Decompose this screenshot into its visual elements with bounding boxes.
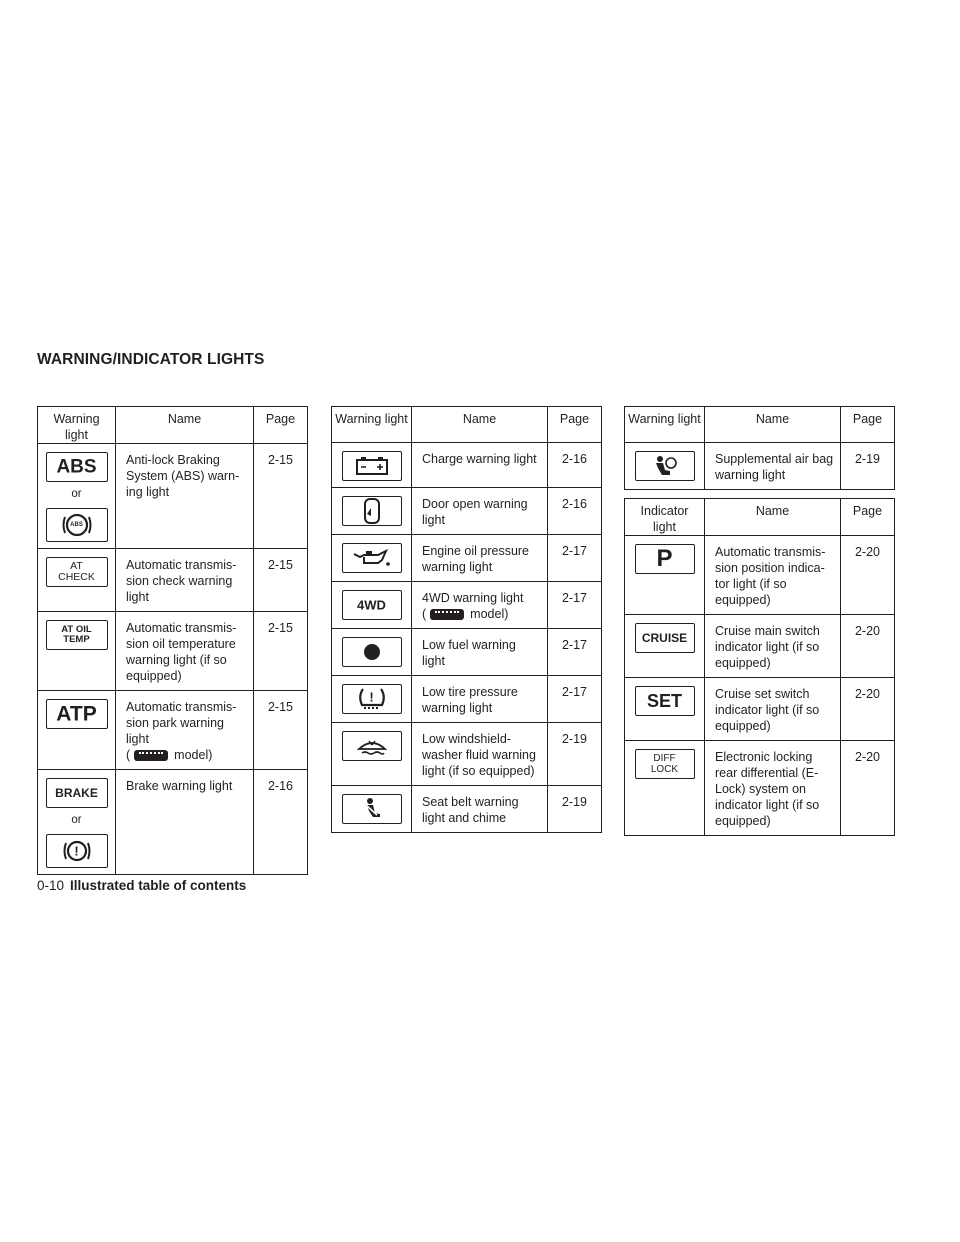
row-name: Automatic transmis- sion park warning light — [126, 700, 237, 746]
row-name: Cruise set switch indicator light (if so equipped) — [705, 678, 841, 741]
model-prefix: ( — [126, 748, 131, 762]
row-name: Automatic transmis- sion check warning light — [116, 549, 254, 612]
or-label: or — [71, 488, 82, 500]
table-row — [38, 691, 308, 770]
warning-lights-table-3 — [624, 406, 895, 836]
row-name: Engine oil pressure warning light — [412, 535, 548, 582]
model-prefix: ( — [422, 607, 427, 621]
battery-icon — [342, 451, 402, 481]
park-p-icon: P — [635, 544, 695, 574]
or-label: or — [71, 814, 82, 826]
row-name: Seat belt warning light and chime — [412, 786, 548, 833]
row-page: 2-20 — [841, 678, 895, 741]
row-name: Brake warning light — [116, 770, 254, 875]
table-row — [332, 786, 602, 833]
header-warning-light: Warning light — [625, 407, 705, 443]
table-row — [332, 535, 602, 582]
row-page: 2-16 — [548, 443, 602, 488]
row-page: 2-19 — [841, 443, 895, 490]
row-name: Cruise main switch indicator light (if so equipped) — [705, 615, 841, 678]
table-row — [38, 444, 308, 549]
row-page: 2-16 — [254, 770, 308, 875]
header-page: Page — [548, 407, 602, 443]
seat-belt-icon — [342, 794, 402, 824]
diff-lock-icon: DIFF LOCK — [635, 749, 695, 779]
oil-can-icon — [342, 543, 402, 573]
header-name: Name — [412, 407, 548, 443]
page-footer — [37, 878, 246, 893]
table-row — [38, 612, 308, 691]
header-page: Page — [841, 499, 895, 536]
row-page: 2-20 — [841, 615, 895, 678]
header-indicator: Indicator light — [625, 499, 705, 536]
footer-title: Illustrated table of contents — [70, 878, 247, 893]
row-page: 2-15 — [254, 549, 308, 612]
table-header — [625, 407, 895, 443]
row-name: Anti-lock Braking System (ABS) warn- ing light — [116, 444, 254, 549]
cruise-icon: CRUISE — [635, 623, 695, 653]
table-row — [625, 678, 895, 741]
table-row — [38, 549, 308, 612]
row-page: 2-15 — [254, 612, 308, 691]
door-open-icon — [342, 496, 402, 526]
row-page: 2-20 — [841, 536, 895, 615]
fuel-dot-icon — [342, 637, 402, 667]
table-row — [625, 443, 895, 490]
table-row — [625, 536, 895, 615]
table-header — [625, 499, 895, 536]
row-name: Low windshield- washer fluid warning light (if so equipped) — [412, 723, 548, 786]
tire-pressure-icon: ! — [342, 684, 402, 714]
header-page: Page — [841, 407, 895, 443]
warning-lights-table-2 — [331, 406, 602, 833]
row-name: Electronic locking rear differential (E-Lock) system on indicator light (if so equipped) — [705, 741, 841, 836]
row-page: 2-17 — [548, 582, 602, 629]
4x4-badge-icon — [134, 750, 168, 761]
row-page: 2-19 — [548, 723, 602, 786]
table-header — [38, 407, 308, 444]
row-name: Low fuel warning light — [412, 629, 548, 676]
abs-text-icon: ABS — [46, 452, 108, 482]
section-title: WARNING/INDICATOR LIGHTS — [37, 351, 265, 368]
page-number: 0-10 — [37, 878, 65, 893]
header-name: Name — [705, 407, 841, 443]
header-warning-light: Warning light — [332, 407, 412, 443]
row-page: 2-15 — [254, 691, 308, 770]
set-icon: SET — [635, 686, 695, 716]
brake-text-icon: BRAKE — [46, 778, 108, 808]
at-check-icon: AT CHECK — [46, 557, 108, 587]
at-oil-temp-icon: AT OIL TEMP — [46, 620, 108, 650]
header-name: Name — [116, 407, 254, 444]
table-row — [625, 615, 895, 678]
row-page: 2-17 — [548, 535, 602, 582]
row-name: Low tire pressure warning light — [412, 676, 548, 723]
table-row — [625, 741, 895, 836]
row-page: 2-16 — [548, 488, 602, 535]
table-row — [332, 443, 602, 488]
row-page: 2-17 — [548, 629, 602, 676]
washer-fluid-icon — [342, 731, 402, 761]
warning-lights-table-1 — [37, 406, 308, 875]
model-suffix: model) — [174, 748, 213, 762]
row-name: Automatic transmis- sion position indica- tor light (if so equipped) — [705, 536, 841, 615]
4wd-icon: 4WD — [342, 590, 402, 620]
row-name: Door open warning light — [412, 488, 548, 535]
table-header — [332, 407, 602, 443]
table-row — [38, 770, 308, 875]
atp-icon: ATP — [46, 699, 108, 729]
model-suffix: model) — [470, 607, 509, 621]
header-warning-light: Warning light — [38, 407, 116, 444]
row-name: Charge warning light — [412, 443, 548, 488]
table-row — [332, 582, 602, 629]
airbag-icon — [635, 451, 695, 481]
header-name: Name — [705, 499, 841, 536]
table-row — [332, 676, 602, 723]
brake-circle-icon: ! — [46, 834, 108, 868]
table-row — [332, 629, 602, 676]
row-page: 2-19 — [548, 786, 602, 833]
row-name: Supplemental air bag warning light — [705, 443, 841, 490]
table-row — [332, 723, 602, 786]
4x4-badge-icon — [430, 609, 464, 620]
abs-circle-icon: ABS — [46, 508, 108, 542]
row-page: 2-17 — [548, 676, 602, 723]
table-row — [332, 488, 602, 535]
row-name: Automatic transmis- sion oil temperature warning light (if so equipped) — [116, 612, 254, 691]
row-page: 2-15 — [254, 444, 308, 549]
row-name: 4WD warning light — [422, 591, 524, 605]
header-page: Page — [254, 407, 308, 444]
row-page: 2-20 — [841, 741, 895, 836]
